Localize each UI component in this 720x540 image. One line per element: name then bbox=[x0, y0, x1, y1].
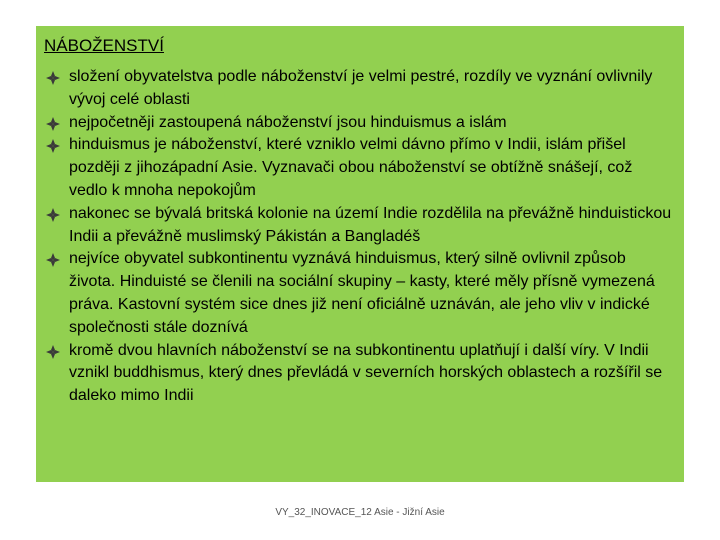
diamond-bullet-icon bbox=[46, 71, 60, 85]
bullet-text: složení obyvatelstva podle náboženství je velmi pestré, rozdíly ve vyznání ovlivnily vývoj celé oblasti bbox=[69, 68, 653, 108]
diamond-bullet-icon bbox=[46, 253, 60, 267]
list-item bbox=[44, 66, 674, 112]
diamond-bullet-icon bbox=[46, 345, 60, 359]
list-item bbox=[44, 248, 674, 339]
list-item bbox=[44, 112, 674, 135]
bullet-list bbox=[44, 66, 674, 408]
content-box bbox=[36, 26, 684, 482]
bullet-text: kromě dvou hlavních náboženství se na subkontinentu uplatňují i další víry. V Indii vznikl buddhismus, který dnes převládá v severních horských oblastech a rozšířil se daleko mimo Indii bbox=[69, 341, 663, 405]
diamond-bullet-icon bbox=[46, 139, 60, 153]
list-item bbox=[44, 340, 674, 408]
bullet-text: nakonec se bývalá britská kolonie na území Indie rozdělila na převážně hinduistickou Indii a převážně muslimský Pákistán a Bangladéš bbox=[69, 204, 672, 245]
page-title: NÁBOŽENSTVÍ bbox=[44, 36, 164, 55]
diamond-bullet-icon bbox=[46, 117, 60, 131]
list-item bbox=[44, 203, 674, 249]
list-item bbox=[44, 134, 674, 202]
diamond-bullet-icon bbox=[46, 208, 60, 222]
bullet-text: nejvíce obyvatel subkontinentu vyznává hinduismus, který silně ovlivnil způsob života. Hinduisté se členili na sociální skupiny – kasty, které měly přísně vymezená práva. Kastovní systém sice dnes již není oficiálně uznáván, ale jeho vliv v indické společnosti stále doznívá bbox=[69, 250, 655, 336]
footer-text: VY_32_INOVACE_12 Asie - Jižní Asie bbox=[275, 507, 445, 518]
bullet-text: nejpočetněji zastoupená náboženství jsou hinduismus a islám bbox=[69, 113, 507, 131]
bullet-text: hinduismus je náboženství, které vzniklo velmi dávno přímo v Indii, islám přišel později z jihozápadní Asie. Vyznavači obou náboženství se obtížně snášejí, což vedlo k mnoha nepokojům bbox=[69, 136, 633, 199]
